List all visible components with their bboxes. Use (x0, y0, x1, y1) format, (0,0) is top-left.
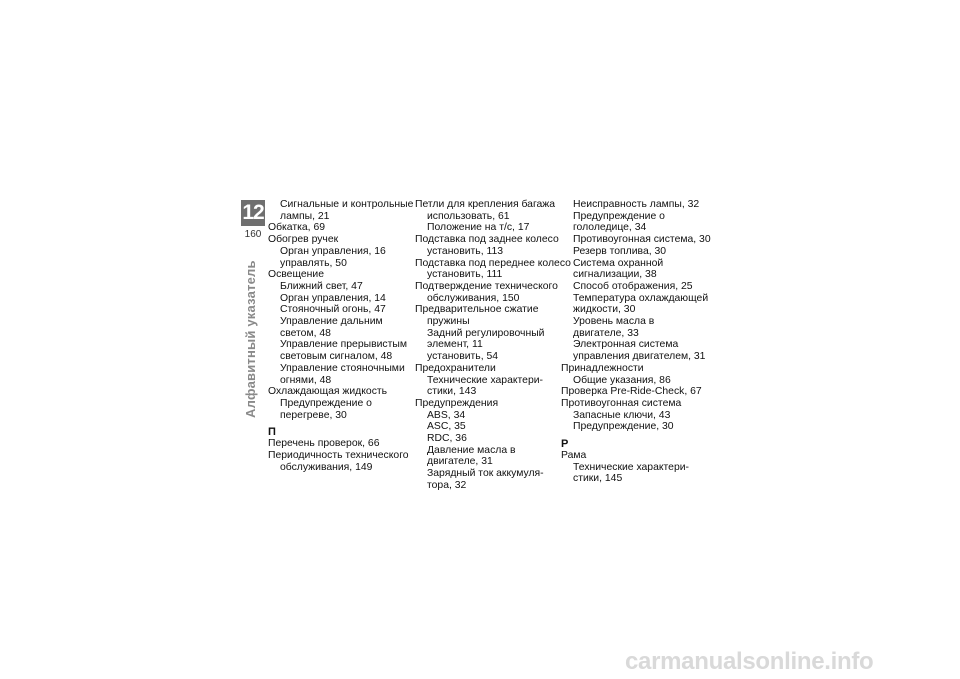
index-subentry: Сигнальные и контрольные (280, 199, 414, 210)
index-subentry: Резерв топлива, 30 (573, 245, 667, 257)
index-subentry: Температура охлаждающей (573, 292, 709, 304)
index-subentry: сигнализации, 38 (573, 269, 657, 281)
index-subentry: Неисправность лампы, 32 (573, 199, 700, 210)
index-subentry: Ближний свет, 47 (280, 280, 363, 292)
index-entry: Обкатка, 69 (268, 222, 326, 234)
index-letter-heading: П (268, 426, 276, 439)
watermark: carmanualsonline.info (625, 648, 874, 675)
index-subentry: ABS, 34 (427, 409, 466, 421)
index-subentry: обслуживания, 149 (280, 461, 373, 473)
index-entry: Обогрев ручек (268, 234, 339, 246)
index-entry: Периодичность технического (268, 450, 409, 462)
index-subentry: Давление масла в (427, 444, 516, 456)
index-subentry: Электронная система (573, 339, 679, 351)
index-entry: Проверка Pre-Ride-Check, 67 (561, 386, 702, 398)
index-subentry: Противоугонная система, 30 (573, 234, 711, 246)
index-subentry: световым сигналом, 48 (280, 351, 393, 363)
index-subentry: Предупреждение, 30 (573, 421, 674, 433)
index-entry: Охлаждающая жидкость (268, 386, 388, 398)
index-subentry: пружины (427, 316, 470, 328)
section-title: Алфавитный указатель (243, 260, 258, 418)
index-entry: Подставка под заднее колесо (415, 234, 559, 246)
index-subentry: установить, 54 (427, 351, 499, 363)
index-subentry: Стояночный огонь, 47 (280, 304, 386, 316)
index-subentry: Предупреждение о (280, 397, 372, 409)
index-subentry: управления двигателем, 31 (573, 351, 706, 363)
index-subentry: Задний регулировочный (427, 327, 545, 339)
index-subentry: огнями, 48 (280, 374, 332, 386)
index-subentry: стики, 145 (573, 473, 623, 485)
index-subentry: Орган управления, 14 (280, 292, 386, 304)
index-subentry: Система охранной (573, 257, 664, 269)
index-letter-heading: Р (561, 438, 569, 451)
index-column-1 (268, 199, 418, 473)
index-subentry: тора, 32 (427, 479, 467, 491)
index-subentry: Способ отображения, 25 (573, 280, 693, 292)
index-subentry: Технические характери- (427, 374, 543, 386)
index-subentry: ASC, 35 (427, 421, 466, 433)
index-subentry: перегреве, 30 (280, 409, 347, 421)
index-subentry: использовать, 61 (427, 210, 510, 222)
index-subentry: Зарядный ток аккумуля- (427, 468, 544, 480)
index-subentry: Положение на т/с, 17 (427, 222, 530, 234)
index-subentry: установить, 113 (427, 245, 504, 257)
index-subentry: Орган управления, 16 (280, 245, 386, 257)
index-entry: Освещение (268, 269, 324, 281)
index-subentry: элемент, 11 (427, 339, 483, 351)
index-subentry: RDC, 36 (427, 433, 467, 445)
index-subentry: Уровень масла в (573, 316, 655, 328)
index-subentry: Предупреждение о (573, 210, 665, 222)
index-entry: Предохранители (415, 362, 496, 374)
index-entry: Рама (561, 450, 587, 462)
index-entry: Принадлежности (561, 362, 644, 374)
index-subentry: жидкости, 30 (573, 304, 636, 316)
index-entry: Подставка под переднее колесо (415, 257, 571, 269)
index-entry: Подтверждение технического (415, 280, 558, 292)
index-subentry: Общие указания, 86 (573, 374, 671, 386)
index-column-2 (415, 199, 571, 492)
index-subentry: Управление стояночными (280, 362, 405, 374)
index-subentry: двигателе, 33 (573, 327, 639, 339)
index-subentry: Управление прерывистым (280, 339, 407, 351)
index-subentry: двигателе, 31 (427, 456, 493, 468)
index-entry: Противоугонная система (561, 397, 682, 409)
page-number: 160 (241, 226, 265, 242)
index-column-3 (561, 199, 711, 485)
index-entry: Перечень проверок, 66 (268, 438, 380, 450)
index-subentry: гололедице, 34 (573, 222, 647, 234)
index-subentry: Запасные ключи, 43 (573, 409, 671, 421)
index-subentry: Технические характери- (573, 461, 689, 473)
index-subentry: обслуживания, 150 (427, 292, 520, 304)
index-entry: Петли для крепления багажа (415, 199, 556, 210)
index-entry: Предварительное сжатие (415, 304, 539, 316)
index-subentry: стики, 143 (427, 386, 477, 398)
index-entry: Предупреждения (415, 397, 499, 409)
chapter-number: 12 (242, 201, 264, 224)
chapter-tab (241, 200, 265, 242)
index-subentry: управлять, 50 (280, 257, 347, 269)
index-subentry: Управление дальним (280, 316, 383, 328)
index-subentry: лампы, 21 (280, 210, 330, 222)
index-subentry: установить, 111 (427, 269, 503, 281)
index-subentry: светом, 48 (280, 327, 331, 339)
